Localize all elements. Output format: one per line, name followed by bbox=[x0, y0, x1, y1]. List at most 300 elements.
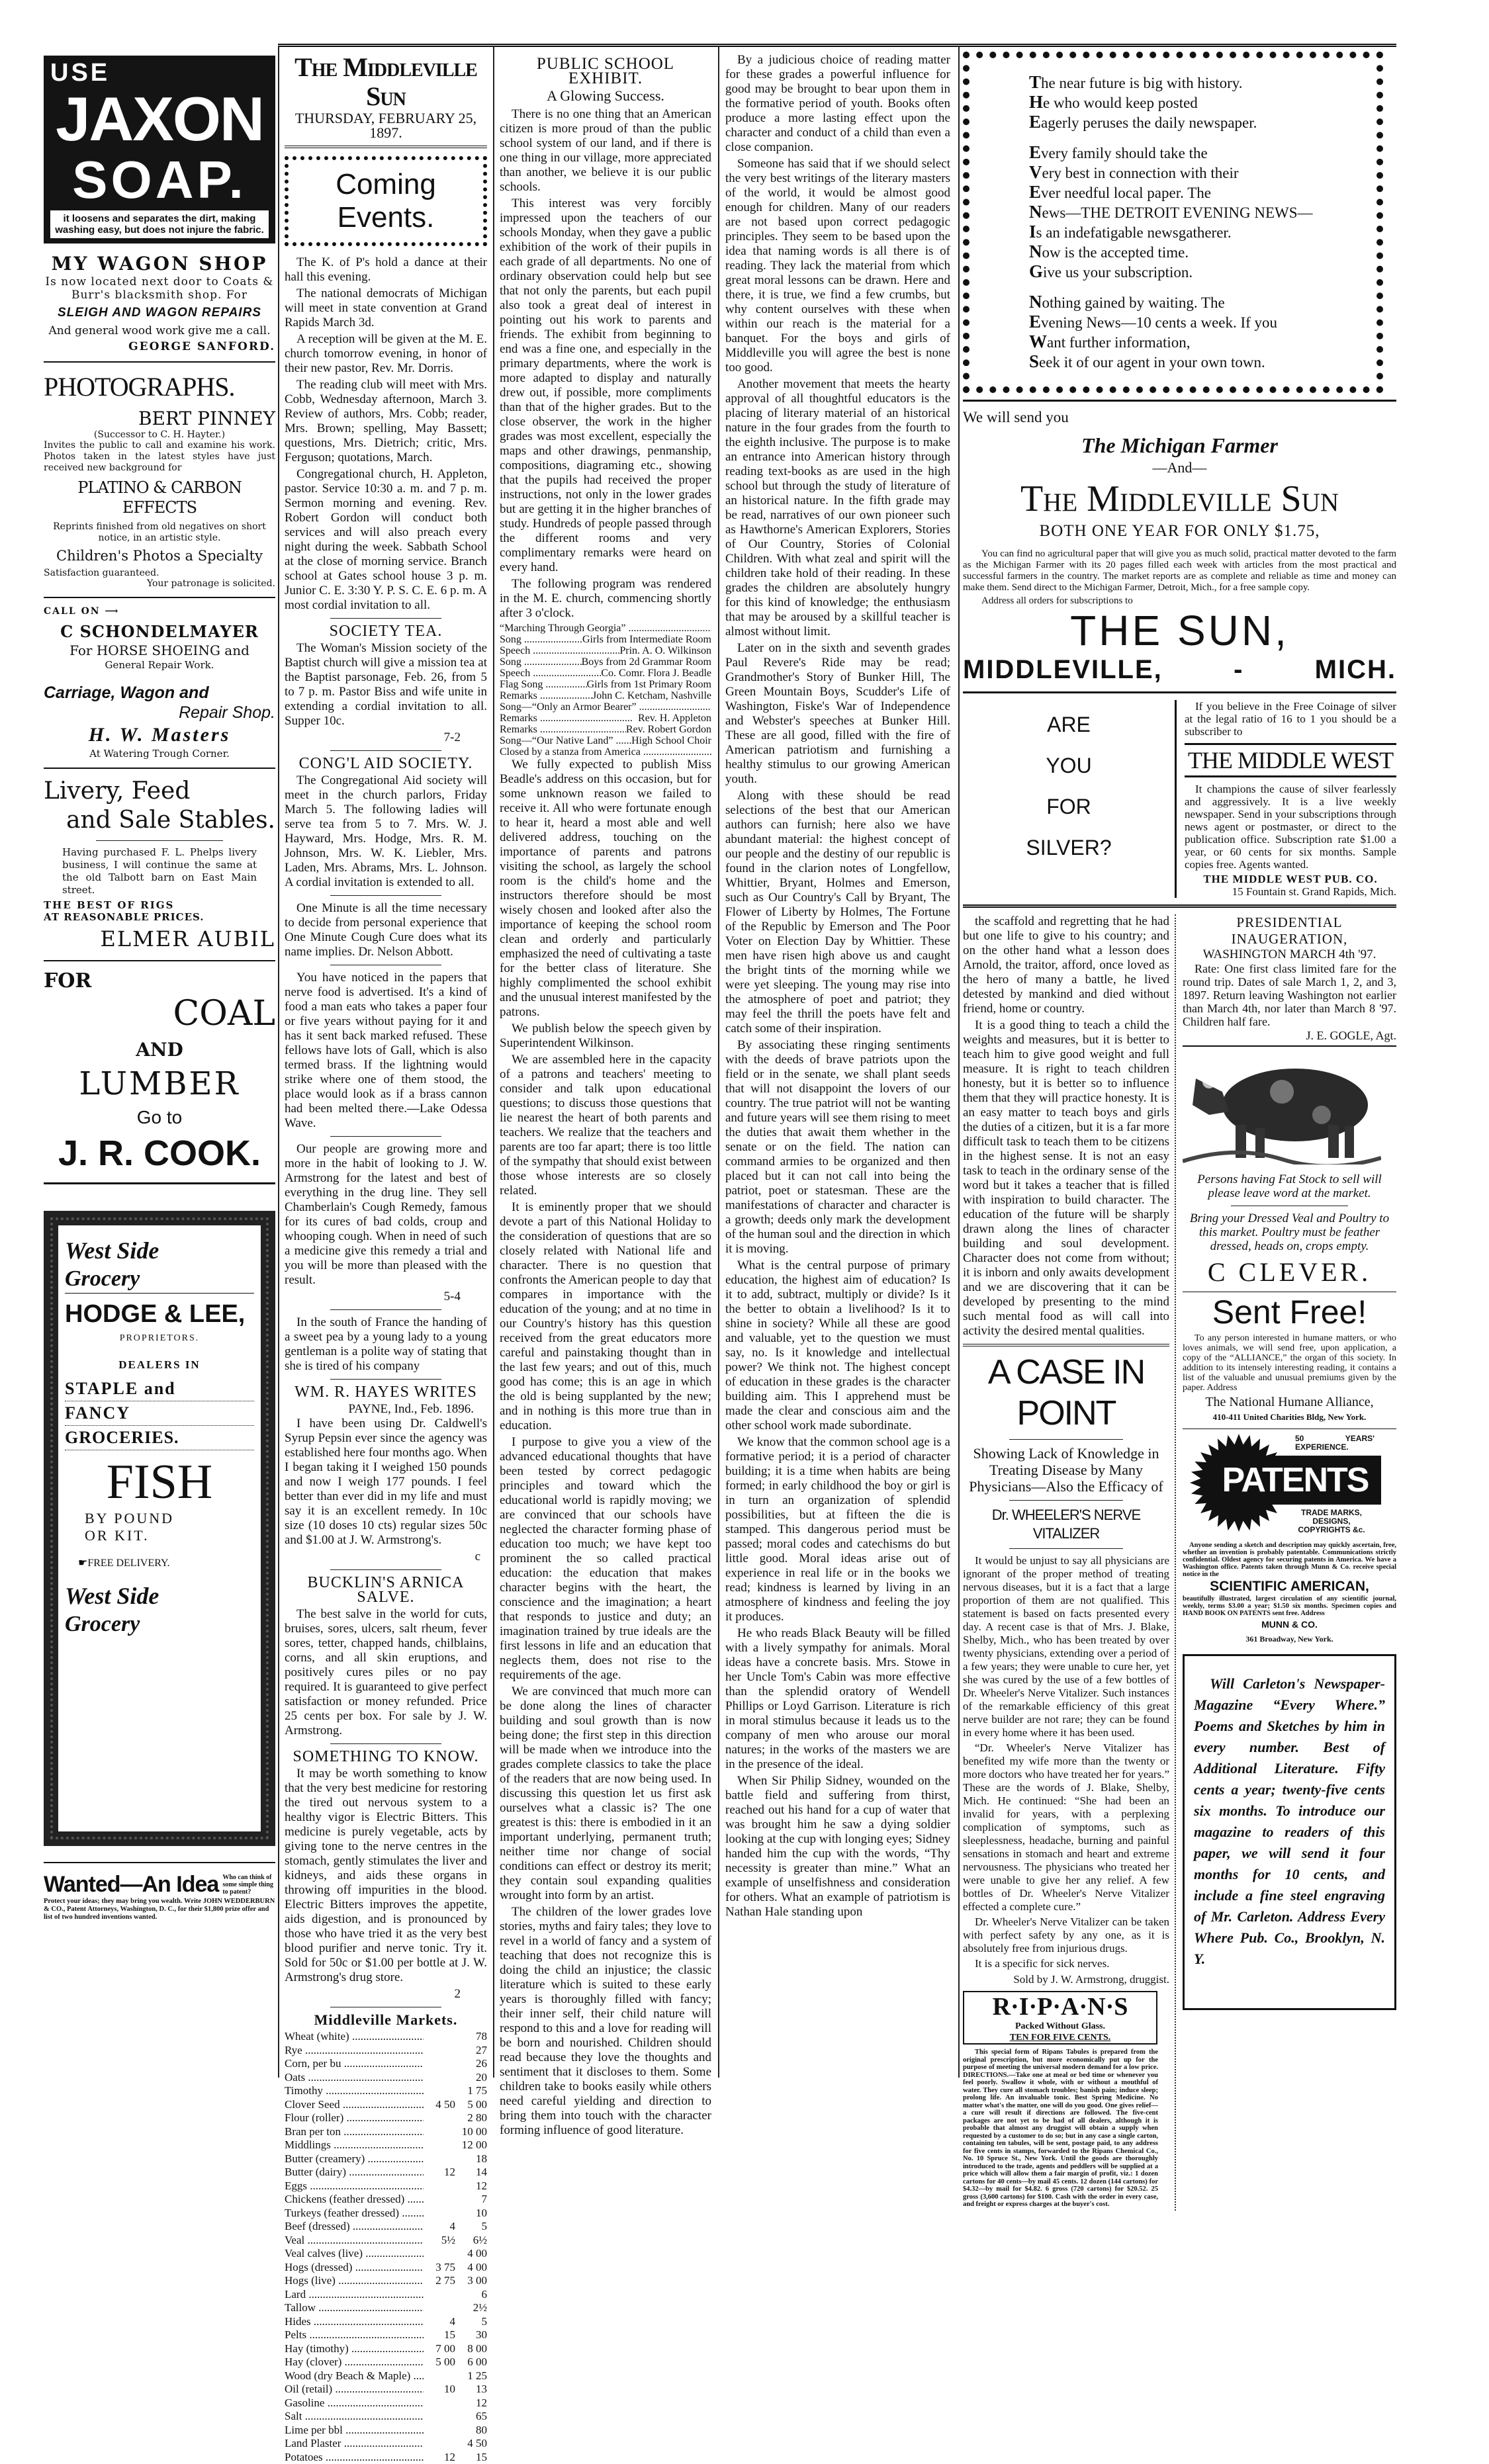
ad-address: 410-411 United Charities Bldg, New York. bbox=[1183, 1410, 1396, 1425]
acrostic-letter: H bbox=[1029, 92, 1043, 112]
article-subhead: A Glowing Success. bbox=[500, 89, 711, 103]
market-price-low bbox=[424, 2030, 455, 2044]
ripans-ad bbox=[963, 1991, 1157, 2045]
market-row bbox=[285, 2057, 487, 2071]
program-part: “Marching Through Georgia” ..... bbox=[500, 623, 711, 634]
market-price-low bbox=[424, 2207, 455, 2221]
article-paragraph: The following program was rendered in the M. E. church, commencing shortly after 3 o'clock. bbox=[500, 577, 711, 621]
ad-paragraph: Dr. Wheeler's Nerve Vitalizer can be taken with perfect safety by any one, as it is absolutely free from injurious drugs. bbox=[963, 1915, 1169, 1955]
ad-staple: STAPLE and bbox=[65, 1377, 254, 1401]
program-performer: Girls from 1st Primary Room bbox=[587, 679, 711, 690]
article-paragraph: We are assembled here in the capacity of a patrons and teachers' meeting to consider and talk upon educational questions; to discuss those questions that lie nearest the heart of both parents and teachers. We realize that the teachers and parents are too far apart; there is too little of the sympathy that should exist between those whose interests are so closely related. bbox=[500, 1053, 711, 1198]
poem-line bbox=[1029, 222, 1376, 242]
news-item-list bbox=[285, 255, 487, 613]
market-price-high: 6 00 bbox=[455, 2355, 487, 2369]
notice-body: Rate: One first class limited fare for the round trip. Dates of sale March 1, 2, and 3, 1897. Return leaving Washington not earlier than March 4th, nor later than March 8 '97. Children half fare. bbox=[1183, 962, 1396, 1028]
poem-line bbox=[1029, 202, 1376, 222]
advertisement-column bbox=[44, 56, 275, 1921]
market-notice: Bring your Dressed Veal and Poultry to this market. Poultry must be feather dressed, heads on, crops empty. bbox=[1183, 1211, 1396, 1253]
program-performer: Co. Comr. Flora J. Beadle bbox=[601, 668, 711, 679]
market-row bbox=[285, 2328, 487, 2342]
ad-specialty: Children's Photos a Specialty bbox=[44, 547, 275, 565]
market-row bbox=[285, 2451, 487, 2464]
market-item: Eggs ..... bbox=[285, 2179, 424, 2193]
item-code: 2 bbox=[285, 1987, 487, 2002]
market-row bbox=[285, 2342, 487, 2356]
market-price-low bbox=[424, 2152, 455, 2166]
poem-line bbox=[1029, 312, 1376, 332]
market-price-high: 12 00 bbox=[455, 2138, 487, 2152]
markets-table bbox=[285, 2030, 487, 2464]
right-section bbox=[963, 52, 1396, 2211]
market-row bbox=[285, 2424, 487, 2438]
ad-paragraph: “Dr. Wheeler's Nerve Vitalizer has benefited my wife more than the twenty or more doctors who have treated her for years.” These are the words of J. Blake, Shelby, Mich. He continued: “She had been an invalid for years, with a perplexing complication of symptoms, such as sleeplessness, headache, burning and painful sensations in stomach and heart and extreme nervousness. The physicians who treated her were unable to give her any relief. A few bottles of Dr. Wheeler's Nerve Vitalizer effected a complete cure.” bbox=[963, 1741, 1169, 1914]
notice-subtitle: WASHINGTON MARCH 4th '97. bbox=[1183, 947, 1396, 962]
ad-title: THE MIDDLE WEST bbox=[1185, 743, 1396, 777]
market-price-low: 3 75 bbox=[424, 2261, 455, 2275]
market-price-low: 4 bbox=[424, 2315, 455, 2329]
wanted-idea-ad bbox=[44, 1871, 275, 1921]
divider bbox=[330, 1379, 441, 1380]
item-code: 7-2 bbox=[285, 730, 487, 745]
market-price-low: 4 50 bbox=[424, 2098, 455, 2112]
ad-use: USE bbox=[50, 60, 269, 86]
divider bbox=[1009, 1439, 1123, 1440]
section-heading: WM. R. HAYES WRITES bbox=[285, 1385, 487, 1399]
carriage-shop-ad bbox=[44, 683, 275, 760]
section-heading: CONG'L AID SOCIETY. bbox=[285, 756, 487, 771]
market-price-high: 10 00 bbox=[455, 2125, 487, 2139]
market-price-low bbox=[424, 2424, 455, 2438]
ad-body: Anyone sending a sketch and description may quickly ascertain, free, whether an invention is probably patentable. Communications strictly confidential. Oldest agency for securing patents in America. We have a Washington office. Patents taken through Munn & Co. receive special notice in the bbox=[1183, 1542, 1396, 1578]
acrostic-letter: I bbox=[1029, 222, 1036, 242]
carleton-ad: Will Carleton's Newspaper-Magazine “Every Where.” Poems and Sketches by him in every number. Best of Additional Literature. Fifty cents a year; twenty-five cents six months. To introduce our magazine to readers of this paper, we will send it four months for 10 cents, and include a fine steel engraving of Mr. Carleton. Address Every Where Pub. Co., Brooklyn, N. Y. bbox=[1194, 1673, 1385, 1970]
ad-body: Is now located next door to Coats & Burr's blacksmith shop. For bbox=[44, 275, 275, 302]
market-price-low: 12 bbox=[424, 2166, 455, 2179]
silver-word: ARE bbox=[963, 712, 1175, 737]
program-item bbox=[500, 679, 711, 690]
detroit-evening-news-ad bbox=[963, 52, 1383, 393]
ad-goto: Go to bbox=[44, 1106, 275, 1129]
program-part: Remarks ..... bbox=[500, 690, 592, 701]
ad-fancy: FANCY bbox=[65, 1401, 254, 1426]
program-performer: Prin. A. O. Wilkinson bbox=[619, 645, 711, 656]
ad-publisher: THE MIDDLE WEST PUB. CO. bbox=[1185, 873, 1396, 885]
market-row bbox=[285, 2138, 487, 2152]
market-price-high: 4 50 bbox=[455, 2437, 487, 2451]
market-price-low: 12 bbox=[424, 2451, 455, 2464]
ad-paper: The Michigan Farmer bbox=[963, 432, 1396, 459]
market-item: Lime per bbl ..... bbox=[285, 2424, 424, 2438]
poem-line bbox=[1029, 242, 1376, 262]
poem-text: ow is the accepted time. bbox=[1042, 244, 1189, 261]
market-row bbox=[285, 2247, 487, 2261]
ad-name: ELMER AUBIL bbox=[44, 926, 275, 952]
ad-delivery: ☛FREE DELIVERY. bbox=[65, 1556, 254, 1569]
market-item: Middlings ..... bbox=[285, 2138, 424, 2152]
article-paragraph: Later on in the sixth and seventh grades Paul Revere's Ride may be read; Grandmother's Story of Bunker Hill, The Green Mountain Boys, Scudder's Life of Washington, Fiske's War of Independence and Webster's speeches at Bunker Hill. These are all good, filled with the fire of American patriotism and furnishing a healthy stimulus to our growing American youth. bbox=[725, 641, 950, 787]
ad-service: SLEIGH AND WAGON REPAIRS bbox=[44, 306, 275, 320]
acrostic-letter: V bbox=[1029, 162, 1042, 182]
ad-body: Invites the public to call and examine his work. Photos taken in the latest styles have just received new background for bbox=[44, 440, 275, 474]
ad-headline: A CASE IN POINT bbox=[963, 1352, 1169, 1434]
market-price-high: 5 bbox=[455, 2315, 487, 2329]
poem-line bbox=[1029, 143, 1376, 163]
silver-word: YOU bbox=[963, 753, 1175, 778]
news-item: The Woman's Mission society of the Baptist church will give a mission tea at the Baptist parsonage, Feb. 26, from 5 to 7 p. m. Pastor Biss and wife unite in extending a cordial invitation to all. Supper 10c. bbox=[285, 641, 487, 728]
ad-body: It champions the cause of silver fearlessly and aggressively. It is a live weekly newspaper. Send in your subscriptions through news agent or postmaster, or direct to the publication office. Subscription rate $1.00 a year, or 60 cents for six months. Sample copies free. Agents wanted. bbox=[1185, 783, 1396, 871]
program-item bbox=[500, 634, 711, 645]
market-price-low bbox=[424, 2138, 455, 2152]
market-item: Lard ..... bbox=[285, 2288, 424, 2302]
acrostic-poem bbox=[1029, 73, 1376, 372]
ad-pound: BY POUND bbox=[65, 1510, 254, 1527]
market-price-high: 2 80 bbox=[455, 2111, 487, 2125]
market-row bbox=[285, 2030, 487, 2044]
ad-name: Grocery bbox=[65, 1265, 254, 1294]
stanza-gap bbox=[1029, 132, 1376, 143]
ad-name: West Side bbox=[65, 1581, 254, 1610]
divider bbox=[330, 895, 441, 896]
article-paragraph: We know that the common school age is a formative period; it is a period of character building; it is a time when habits are being formed; in early childhood the boy or girl is in turn an organization of splendid possibilities, but at fifteen the die is stamped. This dangerous period must be passed; moral codes and catechisms do but little good. Moral ideas arise out of experience in real life or in the books we read; kindness is learned by living in an atmosphere of kindness and feeling the joy it produces. bbox=[725, 1435, 950, 1624]
wagon-shop-ad bbox=[44, 253, 275, 353]
ad-paragraph-list bbox=[963, 1554, 1169, 1970]
program-part: Speech ..... bbox=[500, 668, 601, 679]
poem-text: he near future is big with history. bbox=[1041, 75, 1242, 91]
ad-successor: (Successor to C. H. Hayter.) bbox=[44, 429, 275, 440]
masthead-date: THURSDAY, FEBRUARY 25, 1897. bbox=[285, 111, 487, 148]
poem-text: s an indefatigable newsgatherer. bbox=[1036, 224, 1232, 241]
market-price-low: 7 00 bbox=[424, 2342, 455, 2356]
market-row bbox=[285, 2261, 487, 2275]
ad-line: TRADE MARKS, bbox=[1282, 1509, 1381, 1517]
poem-text: ver needful local paper. The bbox=[1041, 185, 1211, 201]
ad-years: 50 YEARS' EXPERIENCE. bbox=[1295, 1434, 1375, 1452]
market-price-low bbox=[424, 2437, 455, 2451]
market-item: Hogs (live) ..... bbox=[285, 2274, 424, 2288]
market-item: Hay (clover) ..... bbox=[285, 2355, 424, 2369]
lower-right-columns bbox=[963, 914, 1396, 2211]
market-price-high: 1 25 bbox=[455, 2369, 487, 2383]
market-price-high: 6 bbox=[455, 2288, 487, 2302]
ad-side: Who can think of some simple thing to patent? bbox=[222, 1874, 275, 1896]
ad-offer: BOTH ONE YEAR FOR ONLY $1.75, bbox=[963, 521, 1396, 542]
silver-word: SILVER? bbox=[963, 835, 1175, 860]
are-you-for-silver bbox=[963, 700, 1175, 860]
ad-subhead: Showing Lack of Knowledge in Treating Disease by Many Physicians—Also the Efficacy of bbox=[963, 1445, 1169, 1495]
ad-line: General Repair Work. bbox=[44, 659, 275, 671]
program-item bbox=[500, 623, 711, 634]
market-row bbox=[285, 2044, 487, 2058]
ad-brand: JAXON bbox=[50, 86, 269, 152]
program-part: Flag Song ..... bbox=[500, 679, 587, 690]
ad-for: FOR bbox=[44, 969, 275, 993]
ad-body: Protect your ideas; they may bring you wealth. Write JOHN WEDDERBURN & CO., Patent Attorneys, Washington, D. C., for their $1,800 prize offer and list of two hundred inventions wanted. bbox=[44, 1898, 275, 1921]
divider bbox=[96, 840, 224, 841]
article-paragraph: It is a good thing to teach a child the weights and measures, but it is better to teach him to give good weight and full measure. It is right to teach children honesty, but it is better so to influence them that they will practice honesty. It is an easy matter to teach boys and girls the duties of a citizen, but it is a far more difficult task to teach them to be citizens in the highest sense. It is not an easy task to teach in the ordinary sense of the word but it takes a teacher that is filled with inspiration to build character. The education of the future will be sharply drawn along the lines of character building and soul development. Character does not come from without; it is inborn and only awaits development and we are discovering that it can be developed by presenting to the mind such mental food as will call into activity the desired mental qualities. bbox=[963, 1018, 1169, 1339]
notice-title: PRESIDENTIAL INAUGERATION, bbox=[1183, 914, 1396, 947]
ad-groceries: GROCERIES. bbox=[65, 1426, 254, 1450]
silver-word: FOR bbox=[963, 794, 1175, 819]
market-row bbox=[285, 2111, 487, 2125]
market-row bbox=[285, 2179, 487, 2193]
ad-journal: SCIENTIFIC AMERICAN, bbox=[1183, 1578, 1396, 1595]
divider bbox=[44, 1862, 275, 1863]
divider bbox=[44, 768, 275, 769]
market-price-low bbox=[424, 2057, 455, 2071]
ad-the-sun: THE SUN, bbox=[963, 607, 1396, 654]
program-item bbox=[500, 724, 711, 735]
acrostic-letter: N bbox=[1029, 242, 1042, 261]
column-local-news bbox=[285, 53, 487, 2464]
market-price-high: 15 bbox=[455, 2451, 487, 2464]
market-price-high: 12 bbox=[455, 2179, 487, 2193]
top-rule bbox=[278, 44, 1396, 47]
article-paragraph: What is the central purpose of primary education, the highest aim of education? Is it to add, subtract, multiply or divide? Is it the better to obtain a livelihood? Is it to shine in society? While all these are good and valuable, yet to the question we must say, no. Is it knowledge and intellectual power? We think not. The highest concept of education in these grades is the character building aim. This I apprehend must be made the clear and conscious aim and the other school work made subordinate. bbox=[725, 1258, 950, 1433]
right-left-column bbox=[963, 914, 1176, 2211]
cow-illustration bbox=[1183, 1052, 1381, 1165]
divider bbox=[1009, 1500, 1123, 1501]
poem-line bbox=[1029, 292, 1376, 312]
ad-address: 361 Broadway, New York. bbox=[1183, 1632, 1396, 1646]
news-item: A reception will be given at the M. E. church tomorrow evening, in honor of their new pastor, Rev. Mr. Dorris. bbox=[285, 332, 487, 376]
divider bbox=[1009, 1548, 1123, 1549]
ad-body: This special form of Ripans Tabules is prepared from the original prescription, but more economically put up for the purpose of meeting the universal modern demand for a low price. DIRECTIONS.—Take one at meal or bed time or whenever you feel poorly. Swallow it whole, with or without a mouthful of water. They cure all stomach troubles; banish pain; induce sleep; prolong life. An invaluable tonic. Best Spring Medicine. No matter what's the matter, one will do you good. One gives relief—a cure will result if directions are followed. The five-cent packages are not yet to be had of all dealers, although it is probable that almost any druggist will obtain a supply when requested by a customer to do so; but in any case a single carton, containing ten tabules, will be sent, postage paid, to any address for five cents in stamps, forwarded to the Ripans Chemical Co., No. 10 Spruce St., New York. Until the goods are thoroughly introduced to the trade, agents and peddlers will be supplied at a price which will allow them a fair margin of profit, viz.: 1 dozen cartons for 40 cents—by mail 45 cents. 12 dozen (144 cartons) for $4.32—by mail for $4.82. 6 gross (720 cartons) for $20.52. 25 gross (3,600 cartons) for $100. Cash with the order in every case, and freight or express charges at the buyer's cost. bbox=[963, 2048, 1158, 2209]
ad-title: Wanted—An Idea bbox=[44, 1871, 218, 1898]
ad-firm: MUNN & CO. bbox=[1183, 1617, 1396, 1632]
acrostic-letter: T bbox=[1029, 72, 1041, 92]
program-item bbox=[500, 645, 711, 656]
market-price-low: 5½ bbox=[424, 2234, 455, 2248]
divider bbox=[44, 960, 275, 961]
article-paragraph: When Sir Philip Sidney, wounded on the battle field and suffering from thirst, reached out his hand for a cup of water that was brought him he saw a dying soldier looking at the cup with longing eyes; Sidney handed him the cup with the words, “Thy necessity is greater than mine.” What an example of unselfishness and consideration for others. What an example of patriotism is Nathan Hale standing upon bbox=[725, 1774, 950, 1919]
article-paragraph: This interest was very forcibly impressed upon the teachers of our schools Monday, when they gave a public exhibition of the work of their pupils in each grade of all departments. No one of ordinary observation could help but see that not only the parents, but each pupil also took a great deal of interest in pointing out his work to parents and friends. The exhibit from beginning to end was a fine one, and especially in the primary departments, where the work is more adapted to display and naturally drew out, if possible, more compliments than that of the higher grades. But to the close observer, the work in the higher grades was most excellent, especially the maps and other drawings, penmanship, compositions, diagraming etc., showing that the pupils had received the proper instructions, not only in the lower grades but are getting it in the higher branches of study. Hundreds of people passed through the different rooms and very complimentary remarks were heard on every hand. bbox=[500, 197, 711, 575]
ad-price: TEN FOR FIVE CENTS. bbox=[964, 2032, 1156, 2043]
column-school-exhibit bbox=[500, 53, 711, 2140]
poem-line bbox=[1029, 93, 1376, 112]
market-item: Butter (dairy) ..... bbox=[285, 2166, 424, 2179]
ad-paragraph: It is a specific for sick nerves. bbox=[963, 1957, 1169, 1970]
article-paragraph: We are convinced that much more can be done along the lines of character building and soul growth than is now being done; the first step in this direction will be made when we introduce into the grades complete classics to take the place of the readers that are now being used. In discussing this question let us first ask ourselves what a classic is? The one greatest is this: there is embodied in it an important underlying, permanent truth; neither time nor change of social conditions can effect or destroy its merit; they contain soul expanding qualities wrought into form by an artist. bbox=[500, 1685, 711, 1903]
market-price-low bbox=[424, 2193, 455, 2207]
market-price-high: 26 bbox=[455, 2057, 487, 2071]
poem-text: ews—THE DETROIT EVENING NEWS— bbox=[1042, 204, 1313, 221]
ad-and: AND bbox=[44, 1038, 275, 1062]
ad-reprints: Reprints finished from old negatives on short notice, in an artistic style. bbox=[44, 521, 275, 544]
ad-address-line: Address all orders for subscriptions to bbox=[963, 595, 1396, 607]
ad-paper: The Middleville Sun bbox=[963, 477, 1396, 521]
ad-state: MICH. bbox=[1315, 654, 1396, 685]
market-price-low bbox=[424, 2247, 455, 2261]
ad-lumber: LUMBER bbox=[44, 1065, 275, 1103]
ad-address: 15 Fountain st. Grand Rapids, Mich. bbox=[1185, 885, 1396, 898]
acrostic-letter: N bbox=[1029, 202, 1042, 222]
silver-row bbox=[963, 700, 1396, 898]
article-paragraph-list bbox=[500, 758, 711, 2138]
news-item: I have been using Dr. Caldwell's Syrup Pepsin ever since the agency was established here four months ago. When I began taking it I weighed 150 pounds and now I weigh 177 pounds. I feel better than ever did in my life and must say it is an excellent remedy. In 10c size (10 doses 10 cts) regular sizes 50c and $1.00 at J. W. Armstrong's. bbox=[285, 1417, 487, 1548]
acrostic-letter: N bbox=[1029, 292, 1042, 312]
market-item: Chickens (feather dressed) ..... bbox=[285, 2193, 424, 2207]
coming-events-banner: Coming Events. bbox=[285, 156, 487, 246]
stanza-gap bbox=[1029, 282, 1376, 292]
item-code: c bbox=[285, 1550, 487, 1564]
market-item: Wood (dry Beach & Maple) ..... bbox=[285, 2369, 424, 2383]
market-price-high: 1 75 bbox=[455, 2084, 487, 2098]
market-item: Oats ..... bbox=[285, 2071, 424, 2085]
right-right-column bbox=[1176, 914, 1396, 2010]
ad-remedy: Dr. WHEELER'S NERVE VITALIZER bbox=[963, 1506, 1169, 1543]
market-item: Butter (creamery) ..... bbox=[285, 2152, 424, 2166]
article-paragraph-list bbox=[500, 107, 711, 621]
program-performer: Boys from 2d Grammar Room bbox=[582, 656, 711, 668]
ad-name: West Side bbox=[65, 1236, 254, 1265]
divider bbox=[330, 1569, 441, 1570]
poem-text: othing gained by waiting. The bbox=[1042, 294, 1225, 311]
market-price-low bbox=[424, 2111, 455, 2125]
divider bbox=[330, 1136, 441, 1137]
market-item: Rye ..... bbox=[285, 2044, 424, 2058]
ad-location: At Watering Trough Corner. bbox=[44, 748, 275, 760]
market-price-low: 10 bbox=[424, 2383, 455, 2397]
market-price-high: 7 bbox=[455, 2193, 487, 2207]
market-row bbox=[285, 2288, 487, 2302]
divider bbox=[330, 1309, 441, 1310]
market-price-high: 78 bbox=[455, 2030, 487, 2044]
program-item bbox=[500, 713, 711, 724]
market-name: C CLEVER. bbox=[1183, 1256, 1396, 1289]
divider bbox=[963, 691, 1396, 693]
market-price-high: 8 00 bbox=[455, 2342, 487, 2356]
ad-sold-by: Sold by J. W. Armstrong, druggist. bbox=[963, 1972, 1169, 1987]
program-part: Song ..... bbox=[500, 656, 582, 668]
market-notice: Persons having Fat Stock to sell will please leave word at the market. bbox=[1183, 1172, 1396, 1200]
market-item: Oil (retail) ..... bbox=[285, 2383, 424, 2397]
acrostic-letter: W bbox=[1029, 331, 1047, 351]
market-row bbox=[285, 2098, 487, 2112]
ad-title: MY WAGON SHOP bbox=[44, 253, 275, 275]
program-item bbox=[500, 735, 711, 746]
article-paragraph: Someone has said that if we should select the very best writings of the literary masters of the world, it would be almost good enough for children. Many of our readers are not based upon correct pedagogic principles. They seem to be based upon the idea that naming words is all there is of reading. They lack the material from which great moral lessons can be drawn. Here and there, it is true, we find a few crumbs, but why content ourselves with these when within our reach is the material for a banquet. For the boys and girls of Middleville you will agree the best is none too good. bbox=[725, 157, 950, 375]
ad-signature: GEORGE SANFORD. bbox=[44, 340, 275, 353]
market-item: Veal calves (live) ..... bbox=[285, 2247, 424, 2261]
market-row bbox=[285, 2152, 487, 2166]
section-heading: BUCKLIN'S ARNICA SALVE. bbox=[285, 1575, 487, 1605]
market-row bbox=[285, 2274, 487, 2288]
market-item: Potatoes ..... bbox=[285, 2451, 424, 2464]
section-heading: SOMETHING TO KNOW. bbox=[285, 1749, 487, 1764]
ad-kit: OR KIT. bbox=[65, 1527, 254, 1544]
article-paragraph: I purpose to give you a view of the advanced educational thoughts that have been tested by correct pedagogic principles and toward which the educational world is rapidly moving; we are convinced that our schools have neglected the character forming phase of education too much; we have kept too prominent the so called practical education: the education that makes character begins with the heart, the conscience and the imagination; a heart that responds to justice and duty; an imagination trained by true ideals are the first lessons in life and an education that neglects them, does not rise to the requirements of the age. bbox=[500, 1435, 711, 1683]
ad-paragraph: It would be unjust to say all physicians are ignorant of the proper method of treating nervous diseases, but it is a fact that a large proportion of them are not qualified. This statement is based on facts presented every day. A recent case is that of Mrs. J. Blake, Shelby, Mich., who has been treated by over twenty physicians, extending over a period of a few years; they were unable to cure her, yet she was cured by the use of a few bottles of Dr. Wheeler's Nerve Vitalizer. Such instances of the remarkable efficiency of this great nerve builder are not rare; they can be found in every home where it has been used. bbox=[963, 1554, 1169, 1739]
program-item bbox=[500, 668, 711, 679]
west-side-grocery-ad bbox=[44, 1211, 275, 1846]
market-price-high: 65 bbox=[455, 2410, 487, 2424]
ad-name: BERT PINNEY bbox=[44, 408, 275, 429]
section-heading: SOCIETY TEA. bbox=[285, 624, 487, 638]
program-part: Song—“Our Native Land” ..... bbox=[500, 735, 631, 746]
ad-body: And general wood work give me a call. bbox=[44, 324, 275, 337]
market-item: Gasoline ..... bbox=[285, 2397, 424, 2410]
program-performer: High School Choir bbox=[631, 735, 711, 746]
market-price-low: 4 bbox=[424, 2220, 455, 2234]
program-part: Closed by a stanza from America ..... bbox=[500, 746, 711, 758]
market-price-high: 2½ bbox=[455, 2301, 487, 2315]
program-part: Speech ..... bbox=[500, 645, 619, 656]
article-paragraph-list bbox=[725, 53, 950, 1919]
acrostic-letter: E bbox=[1029, 112, 1041, 132]
ad-packed: Packed Without Glass. bbox=[964, 2021, 1156, 2032]
ad-body: You can find no agricultural paper that will give you as much solid, practical matter devoted to the farm as the Michigan Farmer with its 20 pages filled each week with articles from the most practical and successful farmers in the country. The market reports are as complete and reliable as time and money can make them. Send direct to the Michigan Farmer, Detroit, Mich., for a free sample copy. bbox=[963, 549, 1396, 594]
market-price-high: 13 bbox=[455, 2383, 487, 2397]
market-row bbox=[285, 2084, 487, 2098]
horseshoeing-ad bbox=[44, 606, 275, 671]
divider bbox=[330, 1743, 441, 1744]
program-performer: Rev. Robert Gordon bbox=[626, 724, 711, 735]
news-item: You have noticed in the papers that nerve food is advertised. It's a kind of food a man eats who takes a paper four or five years without paying for it and has it sent back marked refused. These fellows have lots of Gall, which is also termed brass. If the lightning would strike where one of them stood, the place would look as if a brass cannon had been melted there.—Lake Odessa Wave. bbox=[285, 971, 487, 1131]
program-part: Remarks ..... bbox=[500, 724, 626, 735]
program-part: Remarks ..... bbox=[500, 713, 638, 724]
market-price-high: 20 bbox=[455, 2071, 487, 2085]
poem-text: e who would keep posted bbox=[1043, 95, 1198, 111]
market-item: Hogs (dressed) ..... bbox=[285, 2261, 424, 2275]
ad-proprietors: PROPRIETORS. bbox=[65, 1333, 254, 1344]
poem-text: eek it of our agent in your own town. bbox=[1039, 354, 1265, 371]
poem-line bbox=[1029, 73, 1376, 93]
market-price-high: 12 bbox=[455, 2397, 487, 2410]
news-item: The Congregational Aid society will meet in the church parlors, Friday March 5. The following ladies will serve tea from 5 to 7. Mrs. W. J. Hayward, Mrs. Hodge, Mrs. R. M. Johnson, Mrs. W. K. Liebler, Mrs. Laden, Mrs. Abrams, Mrs. L. Johnson. A cordial invitation is extended to all. bbox=[285, 773, 487, 890]
photographs-ad bbox=[44, 371, 275, 589]
news-item: The reading club will meet with Mrs. Cobb, Wednesday afternoon, March 3. Review of authors, Mrs. Cobb; reader, Mrs. Brown; spelling, May Bassett; questions, Mrs. Dietrich; critic, Mrs. Ferguson; quotations, March. bbox=[285, 378, 487, 465]
program-item bbox=[500, 690, 711, 701]
market-price-high: 14 bbox=[455, 2166, 487, 2179]
article-paragraph: He who reads Black Beauty will be filled with a lively sympathy for animals. Moral ideas have a concrete basis. Mrs. Stowe in her Uncle Tom's Cabin was more effective than the splendid oratory of Wendell Phillips or Loyd Garrison. Literature is rich in moral stimulus because it leads us to the company of men who arouse our moral natures; in the works of the masters we are in the presence of the ideal. bbox=[725, 1626, 950, 1772]
market-row bbox=[285, 2397, 487, 2410]
market-item: Wheat (white) ..... bbox=[285, 2030, 424, 2044]
market-price-high: 27 bbox=[455, 2044, 487, 2058]
market-row bbox=[285, 2437, 487, 2451]
article-paragraph: It is eminently proper that we should devote a part of this National Holiday to the consideration of questions that are so closely related with National life and character. There is no question that confronts the American people to day that compares in importance with the education of the young; and at no time in our Country's history has this question received from the great educators more careful and painstaking thought than in the last few years; and out of this, much good has come; this is an age in which the old is being supplanted by the new; and in nothing is this more true than in education. bbox=[500, 1200, 711, 1433]
ad-line: Carriage, Wagon and bbox=[44, 683, 275, 703]
article-paragraph: There is no one thing that an American citizen is more proud of than the public school system of our land, and if there is one thing in our village, more appreciated than another, we believe it is our public schools. bbox=[500, 107, 711, 195]
market-item: Turkeys (feather dressed) ..... bbox=[285, 2207, 424, 2221]
ad-line: DESIGNS, bbox=[1282, 1517, 1381, 1526]
jaxon-soap-ad bbox=[44, 56, 275, 243]
market-price-low: 2 75 bbox=[424, 2274, 455, 2288]
acrostic-letter: E bbox=[1029, 312, 1041, 331]
ad-line: COPYRIGHTS &c. bbox=[1282, 1526, 1381, 1534]
news-item: One Minute is all the time necessary to decide from personal experience that One Minute Cough Cure does what its name implies. Dr. Nelson Abbott. bbox=[285, 901, 487, 959]
poem-line bbox=[1029, 352, 1376, 372]
market-price-high: 5 00 bbox=[455, 2098, 487, 2112]
ad-title: PATENTS bbox=[1209, 1456, 1381, 1505]
livery-ad bbox=[44, 777, 275, 952]
market-price-low: 15 bbox=[424, 2328, 455, 2342]
ad-name: Grocery bbox=[65, 1610, 254, 1638]
column-rule bbox=[493, 46, 494, 2078]
market-price-high: 80 bbox=[455, 2424, 487, 2438]
markets-heading: Middleville Markets. bbox=[285, 2013, 487, 2027]
ad-title: R·I·P·A·N·S bbox=[964, 1992, 1156, 2021]
ad-name: J. R. COOK. bbox=[44, 1132, 275, 1174]
market-item: Veal ..... bbox=[285, 2234, 424, 2248]
market-price-low bbox=[424, 2301, 455, 2315]
item-code: 5-4 bbox=[285, 1290, 487, 1304]
market-row bbox=[285, 2355, 487, 2369]
market-item: Salt ..... bbox=[285, 2410, 424, 2424]
market-price-high: 10 bbox=[455, 2207, 487, 2221]
market-price-high: 3 00 bbox=[455, 2274, 487, 2288]
column-rule bbox=[718, 46, 719, 2078]
